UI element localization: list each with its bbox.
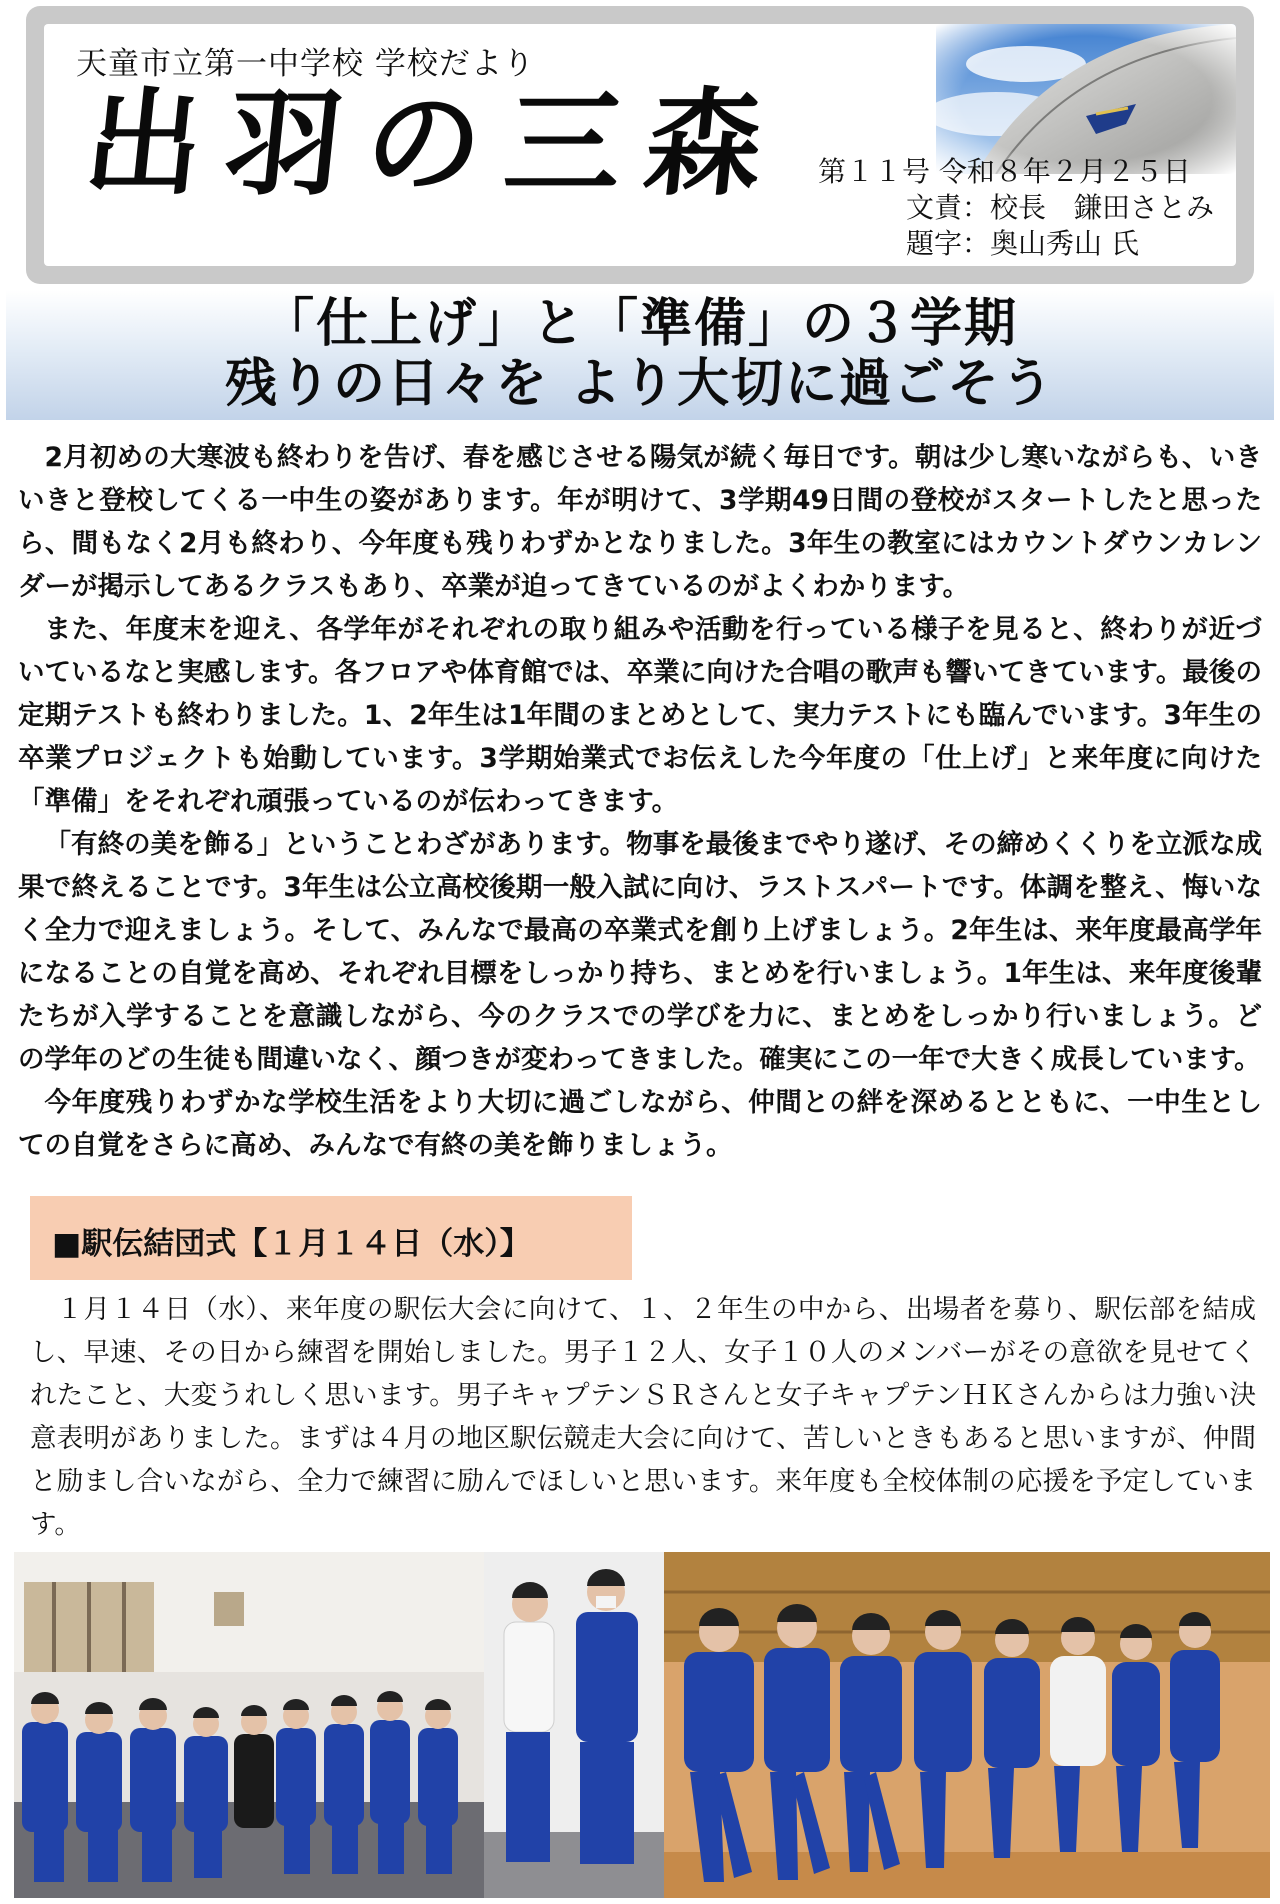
masthead-inner: [44, 24, 1236, 266]
ekiden-paragraph: １月１４日（水）、来年度の駅伝大会に向けて、１、２年生の中から、出場者を募り、駅伝部を結成し、早速、その日から練習を開始しました。男子１２人、女子１０人のメンバーがその意欲を見せてくれたこと、大変うれしく思います。男子キャプテンＳＲさんと女子キャプテンＨＫさんからは力強い決意表明がありました。まずは４月の地区駅伝競走大会に向けて、苦しいときもあると思いますが、仲間と励まし合いながら、全力で練習に励んでほしいと思います。来年度も全校体制の応援を予定しています。: [30, 1294, 1256, 1540]
issue-number-date: 第１１号 令和８年２月２５日: [817, 155, 1191, 188]
ekiden-section-heading: [30, 1196, 632, 1280]
photo-ceremony-seated: [14, 1552, 484, 1898]
masthead: [26, 6, 1254, 284]
article-paragraph: 今年度残りわずかな学校生活をより大切に過ごしながら、仲間との絆を深めるとともに、一中生としての自覚をさらに高め、みんなで有終の美を飾りましょう。: [18, 1087, 1262, 1161]
principal-article: [18, 436, 1262, 1167]
headline-line-2: 残りの日々を より大切に過ごそう: [224, 354, 1056, 414]
article-paragraph: 2月初めの大寒波も終わりを告げ、春を感じさせる陽気が続く毎日です。朝は少し寒いながらも、いきいきと登校してくる一中生の姿があります。年が明けて、3学期49日間の登校がスタートしたと思ったら、間もなく2月も終わり、今年度も残りわずかとなりました。3年生の教室にはカウントダウンカレンダーが掲示してあるクラスもあり、卒業が迫ってきているのがよくわかります。: [18, 442, 1262, 602]
ekiden-article: [30, 1288, 1256, 1546]
issue-info: [818, 154, 1214, 262]
school-building-photo: [936, 24, 1236, 174]
photo-running-practice: [664, 1552, 1270, 1898]
article-paragraph: また、年度末を迎え、各学年がそれぞれの取り組みや活動を行っている様子を見ると、終わりが近づいているなと実感します。各フロアや体育館では、卒業に向けた合唱の歌声も響いてきています。最後の定期テストも終わりました。1、2年生は1年間のまとめとして、実力テストにも臨んでいます。3年生の卒業プロジェクトも始動しています。3学期始業式でお伝えした今年度の「仕上げ」と来年度に向けた「準備」をそれぞれ頑張っているのが伝わってきます。: [18, 614, 1262, 817]
school-name: 天童市立第一中学校 学校だより: [76, 46, 535, 82]
article-paragraph: 「有終の美を飾る」ということわざがあります。物事を最後までやり遂げ、その締めくくりを立派な成果で終えることです。3年生は公立高校後期一般入試に向け、ラストスパートです。体調を整え、悔いなく全力で迎えましょう。そして、みんなで最高の卒業式を創り上げましょう。2年生は、来年度最高学年になることの自覚を高め、それぞれ目標をしっかり持ち、まとめを行いましょう。1年生は、来年度後輩たちが入学することを意識しながら、今のクラスでの学びを力に、まとめをしっかり行いましょう。どの学年のどの生徒も間違いなく、顔つきが変わってきました。確実にこの一年で大きく成長しています。: [18, 829, 1262, 1075]
newsletter-title: 出羽の三森: [78, 76, 794, 212]
editor-credit: 文責：校長 鎌田さとみ: [905, 191, 1214, 224]
ekiden-heading-text: ■駅伝結団式【１月１４日（水）】: [52, 1226, 531, 1262]
photo-strip: [14, 1552, 1270, 1898]
headline-line-1: 「仕上げ」と「準備」の３学期: [261, 294, 1018, 354]
photo-captains: [484, 1552, 664, 1898]
calligraphy-credit: 題字：奥山秀山 氏: [905, 227, 1139, 260]
headline-banner: [6, 290, 1274, 420]
